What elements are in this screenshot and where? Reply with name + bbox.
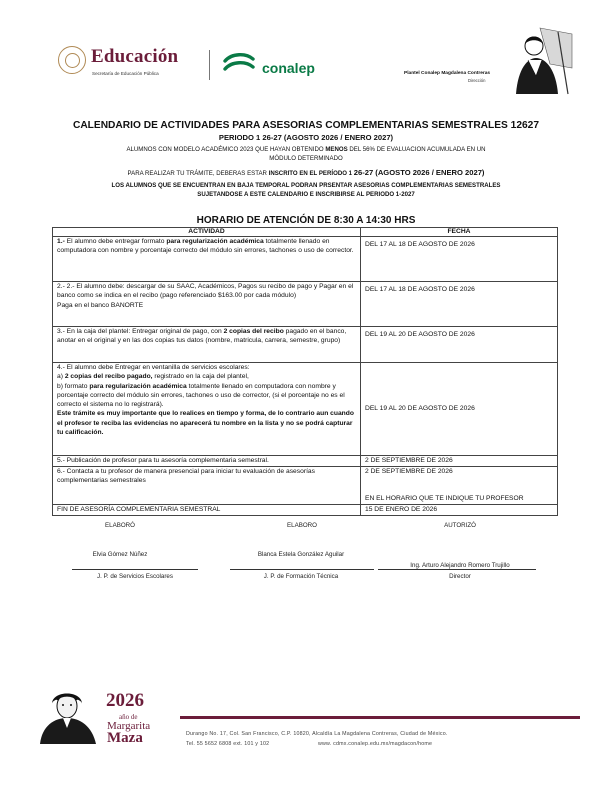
document-period: PERIODO 1 26-27 (AGOSTO 2026 / ENERO 2027): [218, 133, 394, 142]
activity-cell: FIN DE ASESORÍA COMPLEMENTARIA SEMESTRAL: [53, 505, 361, 516]
footer-margarita: Margarita: [107, 720, 151, 732]
educacion-logo-word: Educación: [91, 46, 179, 67]
date-cell: DEL 17 AL 18 DE AGOSTO DE 2026: [361, 282, 558, 327]
footer-website: www. cdmx.conalep.edu.mx/magdacon/home: [318, 741, 433, 747]
footer-ano-de: año de: [119, 713, 138, 721]
heroine-portrait-icon: [506, 24, 576, 96]
conalep-logo-word: conalep: [262, 60, 315, 76]
date-cell: DEL 17 AL 18 DE AGOSTO DE 2026: [361, 237, 558, 282]
horario-heading: HORARIO DE ATENCIÓN DE 8:30 A 14:30 HRS: [196, 215, 416, 226]
date-cell-secondary: EN EL HORARIO QUE TE INDIQUE TU PROFESOR: [365, 494, 524, 502]
signature-role: ELABORO: [287, 522, 317, 529]
table-row: [53, 237, 558, 282]
educacion-logo-sub: Secretaría de Educación Pública: [92, 71, 159, 76]
plantel-name: Plantel Conalep Magdalena Contreras: [404, 71, 491, 76]
signature-title: J. P. de Formación Técnica: [263, 573, 339, 580]
activities-table: [52, 227, 558, 516]
table-row: [53, 467, 558, 505]
signature-name: Ing. Arturo Alejandro Romero Trujillo: [410, 562, 510, 569]
date-cell-primary: 2 DE SEPTIEMBRE DE 2026: [365, 468, 453, 475]
table-header-row: [53, 228, 558, 237]
table-row: [53, 327, 558, 363]
signature-line: [230, 569, 374, 570]
table-row: [53, 363, 558, 456]
date-cell: [361, 467, 558, 505]
date-cell: 2 DE SEPTIEMBRE DE 2026: [361, 456, 558, 467]
table-row: [53, 282, 558, 327]
direccion-label: Dirección: [468, 78, 486, 83]
table-row: [53, 456, 558, 467]
footer-maza: Maza: [107, 730, 143, 746]
table-row: [53, 505, 558, 516]
activity-cell: 4.- El alumno debe Entregar en ventanilla de servicios escolares: a) 2 copias del recibo pagado, registrado en la caja del plantel, b) formato para regularización académica totalmente llenado en computadora con nombre y porcentaje correcto del módulo sin errores, tachones o uso de corrector, (si el porcentaje no es el correcto el sistema no lo registrará). Este trámite es muy importante que lo realices en tiempo y forma, de lo contrario aun cuando el profesor te reciba las evidencias no aparecerá tu nombre en la lista y no se podrá capturar tu calificación.: [53, 363, 361, 456]
margarita-maza-portrait-icon: [38, 686, 100, 744]
activity-cell: 5.- Publicación de profesor para tu asesoría complementaria semestral.: [53, 456, 361, 467]
date-cell: 15 DE ENERO DE 2026: [361, 505, 558, 516]
signature-title: Director: [449, 573, 471, 580]
logo-divider: [209, 50, 210, 80]
activity-cell: 2.- 2.- El alumno debe: descargar de su SAAC, Académicos, Pagos su recibo de pago y Pagar en el banco como se indica en el recibo (pago referenciado $163.00 por cada módulo) Paga en el banco BANORTE: [53, 282, 361, 327]
tramite-requirement: PARA REALIZAR TU TRÁMITE, DEBERAS ESTAR INSCRITO EN EL PERÍODO 1 26-27 (AGOSTO 2026 / ENERO 2027): [127, 168, 485, 177]
column-header-actividad: ACTIVIDAD: [53, 228, 361, 237]
signature-title: J. P. de Servicios Escolares: [97, 573, 173, 580]
signature-line: [378, 569, 536, 570]
signature-line: [72, 569, 198, 570]
date-cell: DEL 19 AL 20 DE AGOSTO DE 2026: [361, 327, 558, 363]
activity-cell: 1.- El alumno debe entregar formato para regularización académica totalmente llenado en computadora con nombre y porcentaje correcto del módulo sin errores, tachones o uso de corrector.: [53, 237, 361, 282]
activity-cell: 6.- Contacta a tu profesor de manera presencial para iniciar tu evaluación de asesorías complementarias semestrales: [53, 467, 361, 505]
sep-seal-icon: [58, 46, 86, 74]
model-requirement: ALUMNOS CON MODELO ACADÉMICO 2023 QUE HAYAN OBTENIDO MENOS DEL 56% DE EVALUACION ACUMULADA EN UN MÓDULO DETERMINADO: [126, 146, 486, 162]
signature-name: Blanca Estela González Aguilar: [257, 551, 345, 558]
baja-temporal-note: LOS ALUMNOS QUE SE ENCUENTRAN EN BAJA TEMPORAL PODRAN PRSENTAR ASESORIAS COMPLEMENTARIAS SEMESTRALES SUJETANDOSE A ESTE CALENDARIO E INSCRIBIRSE AL PERIODO 1-2027: [111, 182, 501, 198]
footer-divider-bar: [180, 716, 580, 719]
signature-role: AUTORIZÓ: [444, 522, 476, 529]
conalep-logo-icon: [222, 52, 256, 76]
activity-cell: 3.- En la caja del plantel: Entregar original de pago, con 2 copias del recibo pagado en el banco, anotar en el original y en las dos copias tus datos (nombre, matricula, carrera, semestre, grupo): [53, 327, 361, 363]
column-header-fecha: FECHA: [361, 228, 558, 237]
footer-phone: Tel. 55 5652 6808 ext. 101 y 102: [186, 741, 270, 747]
footer-address: Durango No. 17, Col. San Francisco, C.P. 10820, Alcaldía La Magdalena Contreras, Ciudad de México.: [186, 731, 448, 737]
date-cell: DEL 19 AL 20 DE AGOSTO DE 2026: [361, 363, 558, 456]
signature-name: Elvia Gómez Núñez: [92, 551, 148, 558]
footer-year: 2026: [106, 690, 144, 711]
document-title: CALENDARIO DE ACTIVIDADES PARA ASESORIAS COMPLEMENTARIAS SEMESTRALES 12627: [72, 120, 540, 131]
signature-role: ELABORÓ: [105, 522, 135, 529]
